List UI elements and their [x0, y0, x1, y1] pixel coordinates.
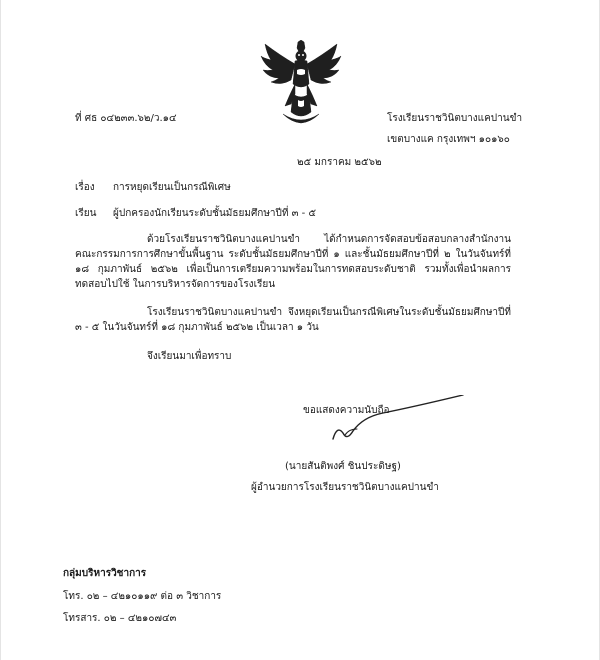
- reference-number: ที่ ศธ ๐๔๒๓๓.๖๒/ว.๑๔: [75, 113, 177, 124]
- body-paragraph-1: ด้วยโรงเรียนราชวินิตบางแคปานขำ ได้กำหนดการจัดสอบข้อสอบกลางสำนักงาน คณะกรรมการการศึกษาขั้นพื้นฐาน ระดับชั้นมัธยมศึกษาปีที่ ๑ และชั้นมัธยมศึกษาปีที่ ๒ ในวันจันทร์ที่ ๑๘ กุมภาพันธ์ ๒๕๖๒ เพื่อเป็นการเตรียมความพร้อมในการทดสอบระดับชาติ รวมทั้งเพื่อนำผลการทดสอบไปใช้ ในการบริหารจัดการของโรงเรียน: [75, 234, 511, 290]
- school-address: เขตบางแค กรุงเทพฯ ๑๐๑๖๐: [387, 134, 510, 145]
- signer-name: (นายสันติพงศ์ ชินประดิษฐ): [285, 461, 401, 472]
- recipient-label: เรียน: [75, 208, 97, 219]
- garuda-emblem-icon: [259, 40, 343, 124]
- school-name-header: โรงเรียนราชวินิตบางแคปานขำ: [387, 113, 523, 124]
- body-paragraph-2: โรงเรียนราชวินิตบางแคปานขำ จึงหยุดเรียนเป็นกรณีพิเศษในระดับชั้นมัธยมศึกษาปีที่ ๓ - ๕ ในวันจันทร์ที่ ๑๘ กุมภาพันธ์ ๒๕๖๒ เป็นเวลา ๑ วัน: [75, 307, 511, 333]
- letter-date: ๒๕ มกราคม ๒๕๖๒: [297, 157, 382, 168]
- department-name: กลุ่มบริหารวิชาการ: [63, 568, 147, 579]
- phone-number: โทร. ๐๒ – ๔๒๑๐๑๑๙ ต่อ ๓ วิชาการ: [63, 591, 222, 602]
- recipient-text: ผู้ปกครองนักเรียนระดับชั้นมัธยมศึกษาปีที่ ๓ - ๕: [113, 208, 317, 219]
- subject-label: เรื่อง: [75, 182, 95, 193]
- signer-title: ผู้อำนวยการโรงเรียนราชวินิตบางแคปานขำ: [251, 482, 439, 493]
- subject-text: การหยุดเรียนเป็นกรณีพิเศษ: [113, 182, 231, 193]
- fax-number: โทรสาร. ๐๒ – ๔๒๑๐๗๔๓: [63, 613, 177, 624]
- body-paragraph-3: จึงเรียนมาเพื่อทราบ: [147, 351, 232, 362]
- closing-text: ขอแสดงความนับถือ: [303, 405, 390, 416]
- handwritten-signature-icon: [323, 395, 468, 445]
